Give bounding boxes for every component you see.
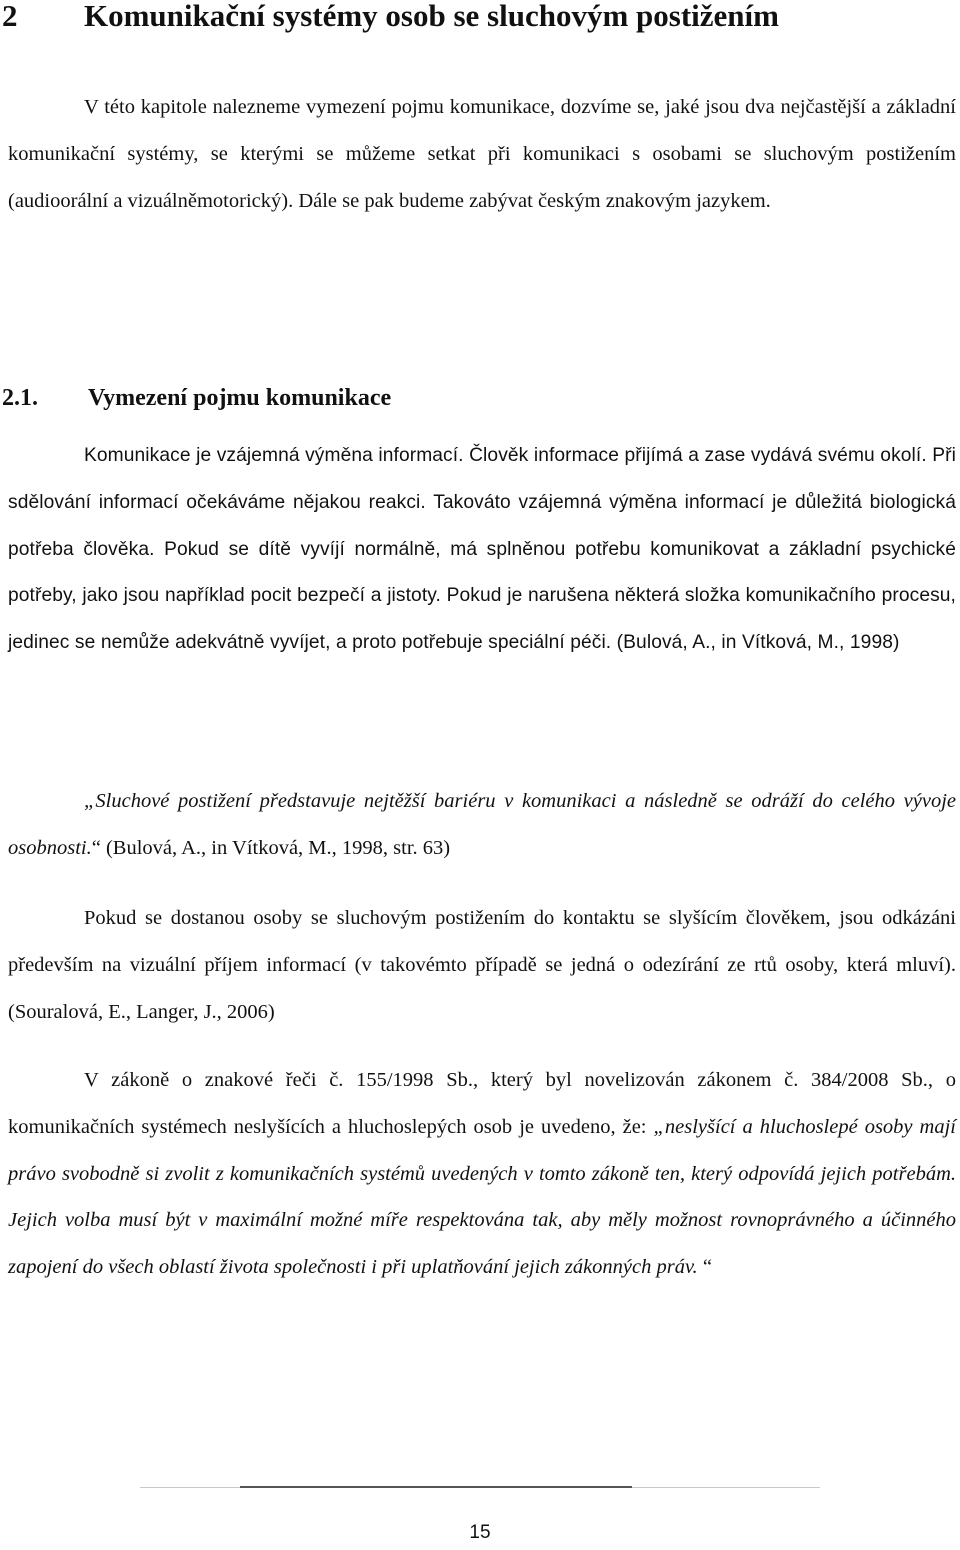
page-number: 15 (469, 1522, 491, 1543)
law-quote-text: „neslyšící a hluchoslepé osoby mají právo svobodně si zvolit z komunikačních systémů uvedených v tomto zákoně ten, který odpovídá jejich potřebám. Jejich volba musí být v maximální možné míře respektována tak, aby měly možnost rovnoprávného a účinného zapojení do všech oblastí života společnosti i při uplatňování jejich zákonných práv. (8, 1115, 956, 1279)
separator-line (240, 1486, 632, 1488)
intro-paragraph: V této kapitole nalezneme vymezení pojmu komunikace, dozvíme se, jaké jsou dva nejčastější a základní komunikační systémy, se kterými se můžeme setkat při komunikaci s osobami se sluchovým postižením (audioorální a vizuálněmotorický). Dále se pak budeme zabývat českým znakovým jazykem. (8, 96, 956, 212)
quote-paragraph (8, 778, 956, 872)
section-number: 2.1. (2, 385, 38, 411)
quote-closing-mark: “ (91, 836, 101, 859)
chapter-heading (2, 0, 952, 34)
quote-text: „Sluchové postižení představuje nejtěžší bariéru v komunikaci a následně se odráží do celého vývoje osobnosti. (8, 790, 956, 859)
separator-line (140, 1487, 240, 1488)
definition-text: Komunikace je vzájemná výměna informací. Člověk informace přijímá a zase vydává svému okolí. Při sdělování informací očekáváme nějakou reakci. Takováto vzájemná výměna informací je důležitá biologická potřeba člověka. Pokud se dítě vyvíjí normálně, má splněnou potřebu komunikovat a základní psychické potřeby, jako jsou například pocit bezpečí a jistoty. Pokud je narušena některá složka komunikačního procesu, jedinec se nemůže adekvátně vyvíjet, a proto potřebuje speciální péči. (Bulová, A., in Vítková, M., 1998) (8, 445, 956, 654)
law-paragraph (8, 1057, 956, 1291)
section-title: Vymezení pojmu komunikace (88, 385, 392, 411)
separator-line (632, 1487, 820, 1488)
section-heading (2, 378, 942, 418)
contact-paragraph: Pokud se dostanou osoby se sluchovým postižením do kontaktu se slyšícím člověkem, jsou odkázáni především na vizuální příjem informací (v takovémto případě se jedná o odezírání ze rtů osoby, která mluví). (Souralová, E., Langer, J., 2006) (8, 907, 956, 1023)
chapter-title: Komunikační systémy osob se sluchovým postižením (84, 0, 779, 33)
chapter-number: 2 (2, 0, 18, 33)
definition-paragraph (8, 433, 956, 667)
law-lead-text: V zákoně o znakové řeči č. 155/1998 Sb., který byl novelizován zákonem č. 384/2008 Sb., o komunikačních systémech neslyšících a hluchoslepých osob je uvedeno, že: (8, 1069, 956, 1138)
law-quote-closing-mark: “ (697, 1256, 712, 1279)
quote-citation: (Bulová, A., in Vítková, M., 1998, str. 63) (100, 836, 451, 859)
